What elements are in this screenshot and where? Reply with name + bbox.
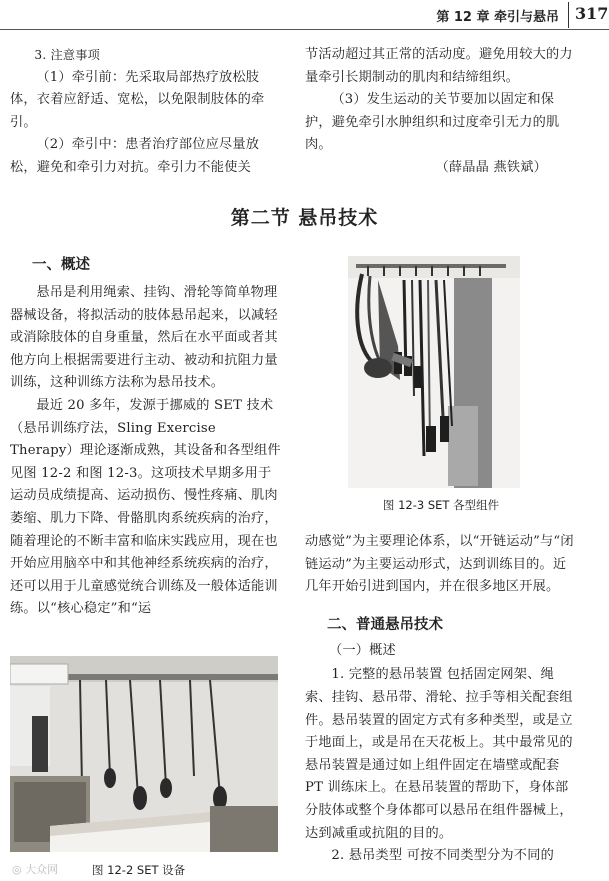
sub-overview-heading: （一）概述 [329, 642, 396, 658]
overview-para-2: 最近 20 多年，发源于挪威的 SET 技术（悬吊训练疗法，Sling Exercise Therapy）理论逐渐成熟，其设备和各型组件见图 12-2 和图 12-3。这项技术早期多用于运动员成绩提高、运动损伤、慢性疼痛、肌肉萎缩、肌力下降、骨骼肌肉系统疾病的治疗，随着理论的不断丰富和临床实践应用，现在也开始应用脑卒中和其他神经系统疾病的治疗，还可以用于儿童感觉统合训练及一般体适能训练。以“核心稳定”和“运 [10, 397, 281, 617]
running-header [0, 0, 609, 30]
overview-para-2-continued: 动感觉”为主要理论体系，以“开链运动”与“闭链运动”为主要运动形式，达到训练目的。近几年开始引进到国内，并在很多地区开展。 [305, 534, 574, 595]
overview-para-1: 悬吊是利用绳索、挂钩、滑轮等简单物理器械设备，将拟活动的肢体悬吊起来，以减轻或消除肢体的自身重量，然后在水平面或者其他方向上根据需要进行主动、被动和抗阻力量训练，这种训练方法称为悬吊技术。 [10, 285, 278, 391]
right-mid-block [305, 531, 577, 868]
authors: （薛晶晶 燕铁斌） [435, 159, 547, 175]
left-top-block [10, 44, 282, 180]
notes-item-3: （3）发生运动的关节要加以固定和保护，避免牵引水肿组织和过度牵引无力的肌肉。 [305, 92, 560, 153]
overview-heading: 一、概述 [32, 257, 90, 273]
set-equipment-illustration [10, 656, 278, 852]
figure-12-2-caption: 图 12-2 SET 设备 [92, 863, 186, 877]
watermark-icon: ◎ [12, 863, 22, 876]
overview-block [10, 253, 282, 621]
watermark-logo [12, 861, 58, 877]
header-rule [0, 29, 609, 30]
page-number: 317 [575, 4, 609, 23]
notes-item-2: （2）牵引中：患者治疗部位应尽量放松，避免和牵引力对抗。牵引力不能使关 [10, 137, 260, 175]
set-components-illustration [348, 256, 520, 488]
general-sling-heading: 二、普通悬吊技术 [327, 616, 443, 633]
watermark-text: 大众网 [25, 863, 59, 876]
notes-title: 3. 注意事项 [34, 48, 101, 62]
section-title: 第二节 悬吊技术 [230, 207, 379, 229]
figure-12-3-caption: 图 12-3 SET 各型组件 [382, 498, 500, 512]
figure-12-2-image [10, 656, 278, 852]
sling-device-item: 1. 完整的悬吊装置 包括固定网架、绳索、挂钩、悬吊带、滑轮、拉手等相关配套组件。悬吊装置的固定方式有多种类型，或是立于地面上，或是吊在天花板上。其中最常见的悬吊装置是通过如上组件固定在墙壁或配套 PT 训练床上。在悬吊装置的帮助下，身体部分肢体或整个身体都可以悬吊在组件器械上，达到减重或抗阻的目的。 [305, 667, 573, 841]
chapter-title: 第 12 章 牵引与悬吊 [436, 10, 559, 25]
figure-12-3-image [348, 256, 520, 488]
header-separator [568, 2, 569, 28]
sling-type-item: 2. 悬吊类型 可按不同类型分为不同的 [331, 848, 554, 864]
notes-item-2-continued: 节活动超过其正常的活动度。避免用较大的力量牵引长期制动的肌肉和结缔组织。 [305, 47, 573, 85]
notes-item-1: （1）牵引前：先采取局部热疗放松肢体，衣着应舒适、宽松，以免限制肢体的牵引。 [10, 69, 265, 130]
right-top-block [305, 44, 577, 180]
